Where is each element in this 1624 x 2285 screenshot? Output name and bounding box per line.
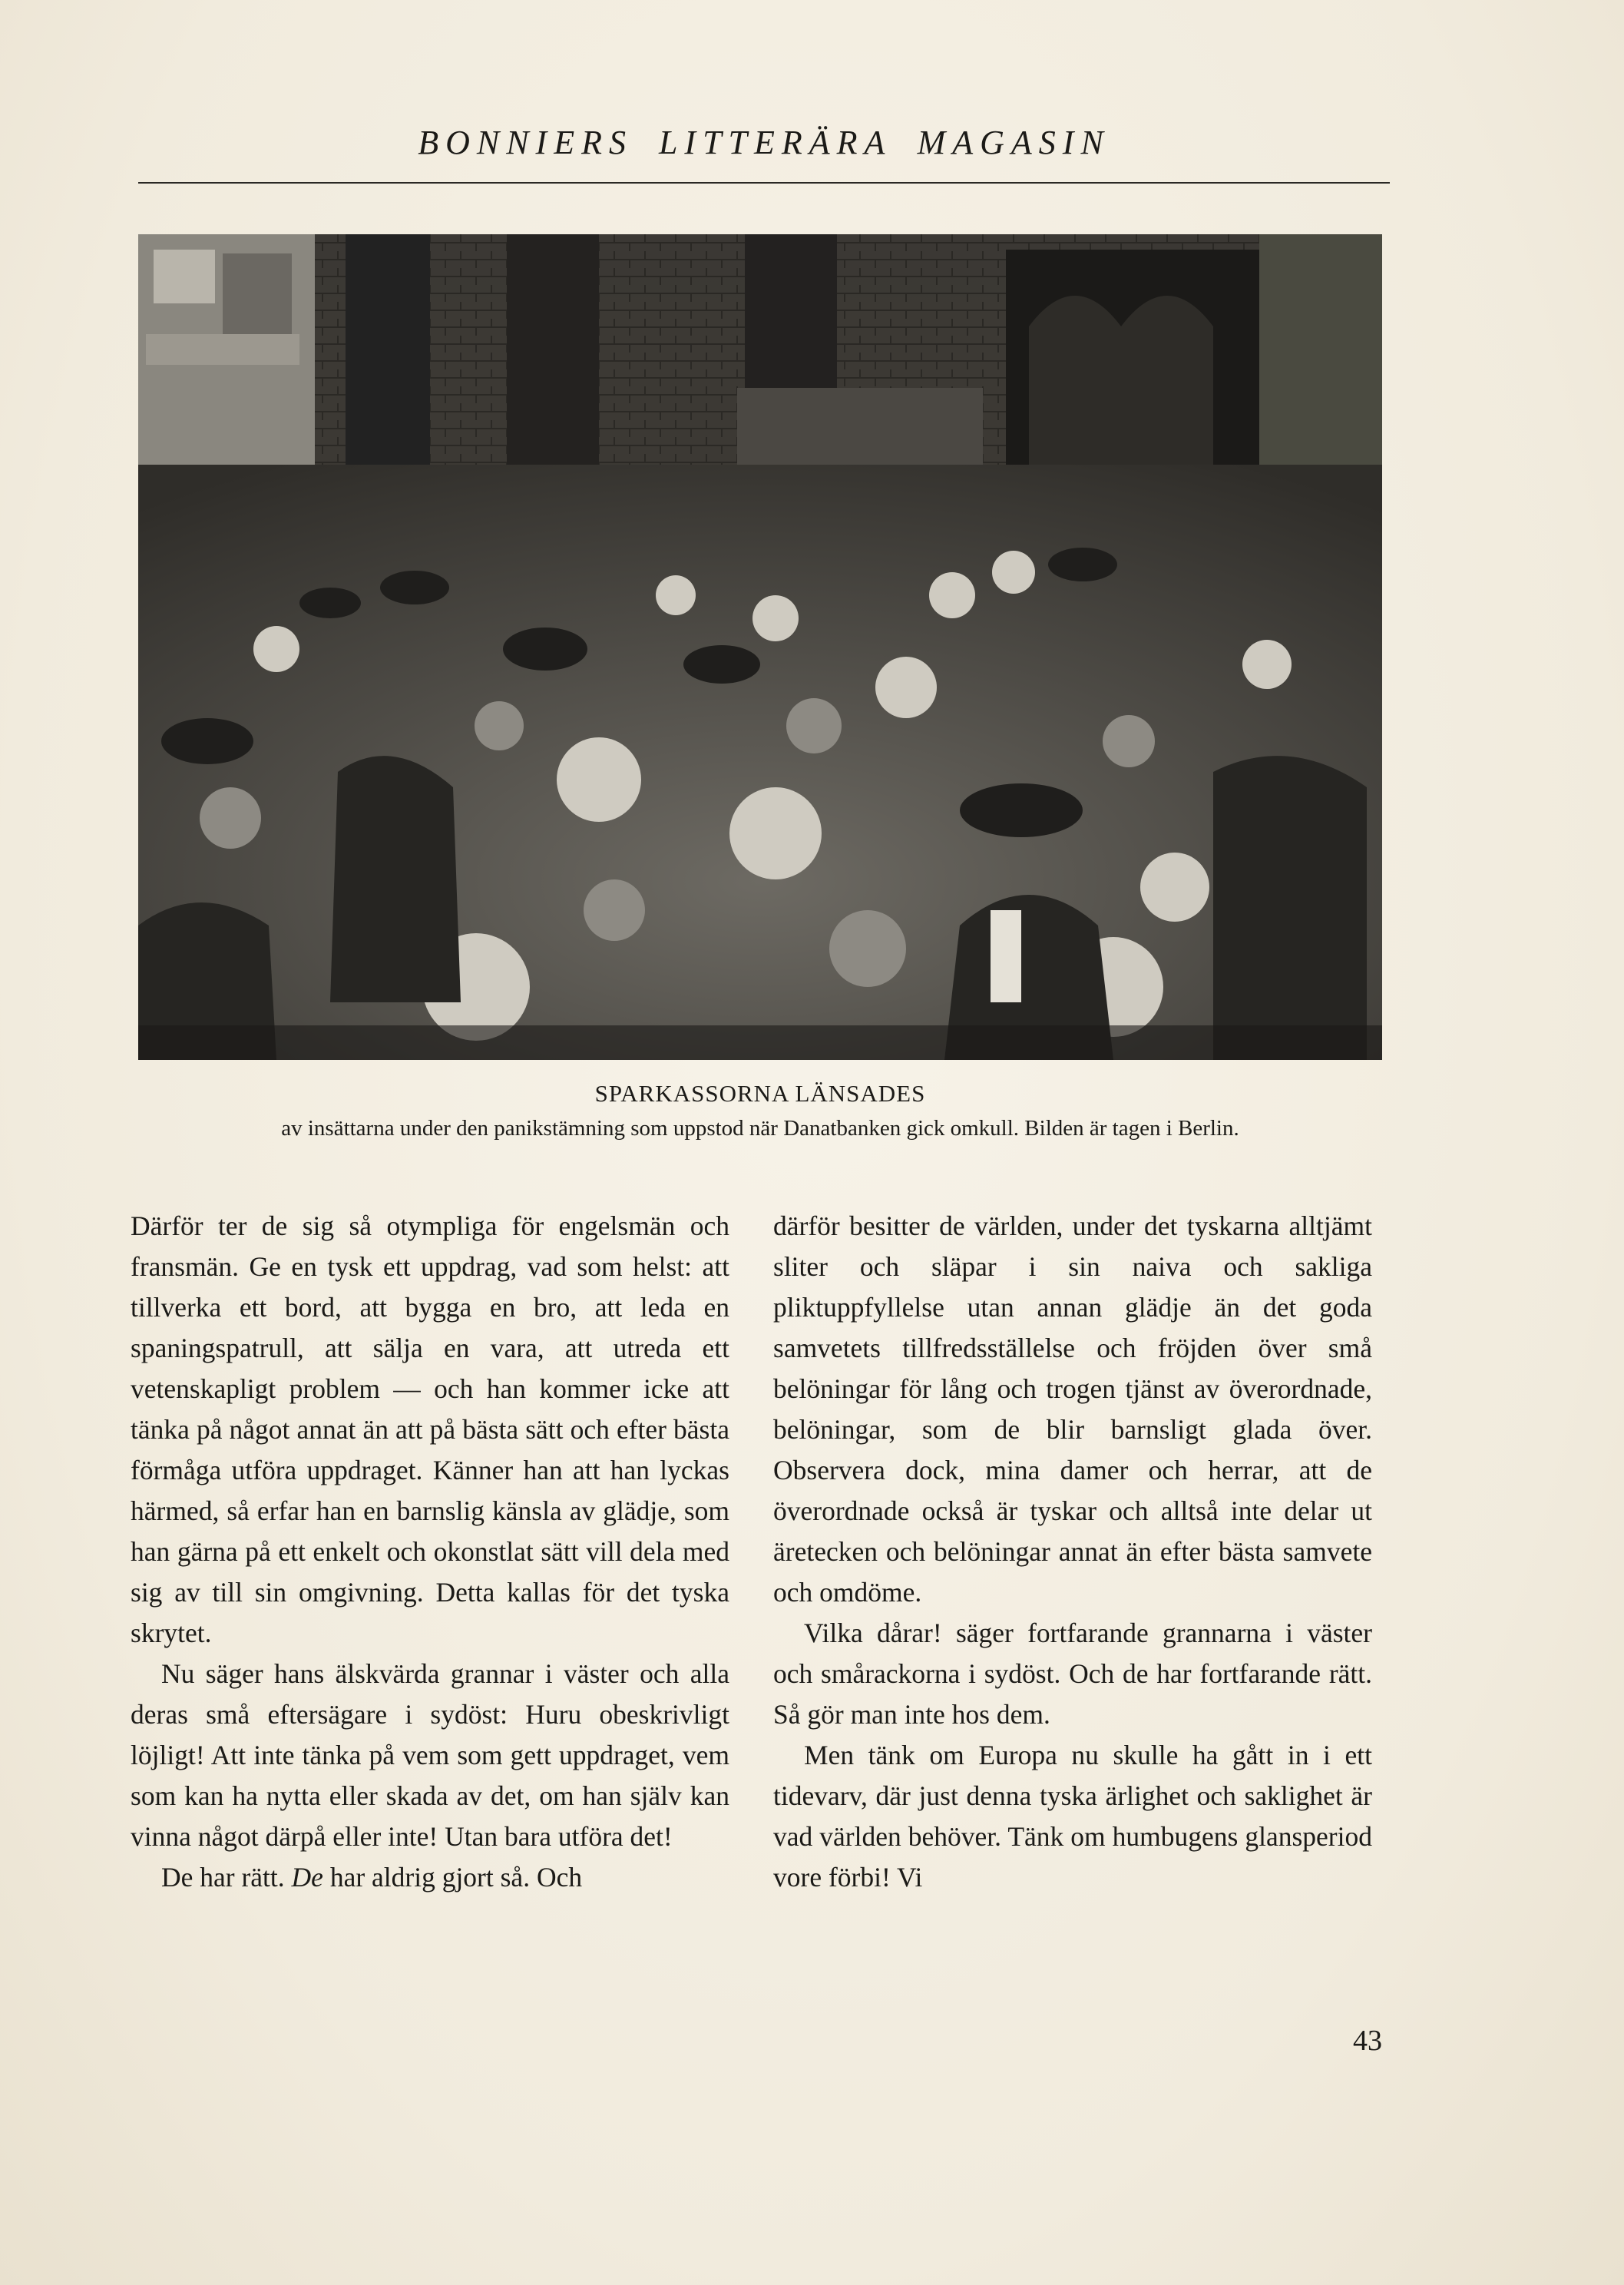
photo-caption-text: av insättarna under den panikstämning som uppstod när Danatbanken gick omkull. Bilden är tagen i Berlin.: [281, 1116, 1239, 1141]
left-paragraph-1: Därför ter de sig så otympliga för engelsmän och fransmän. Ge en tysk ett uppdrag, vad som helst: att tillverka ett bord, att bygga en bro, att leda en spaningspatrull, att sälja en vara, att utreda ett vetenskapligt problem — och han kommer icke att tänka på något annat än att på bästa sätt och efter bästa förmåga utföra uppdraget. Känner han att han lyckas härmed, så erfar han en barnslig känsla av glädje, som han gärna på ett enkelt och okonstlat sätt vill dela med sig av till sin omgivning. Detta kallas för det tyska skrytet.: [131, 1210, 729, 1648]
header-rule: [138, 182, 1390, 184]
magazine-header: BONNIERS LITTERÄRA MAGASIN: [418, 124, 1110, 161]
left-column: [131, 1206, 729, 1898]
right-paragraph-2: Vilka dårar! säger fortfarande grannarna i väster och smårackorna i sydöst. Och de har fortfarande rätt. Så gör man inte hos dem.: [773, 1618, 1372, 1730]
right-column: [773, 1206, 1372, 1898]
crowd-photo-illustration: [138, 234, 1382, 1060]
left-paragraph-3: De har rätt. De har aldrig gjort så. Och: [161, 1862, 583, 1893]
right-paragraph-1: därför besitter de världen, under det tyskarna alltjämt sliter och släpar i sin naiva och sakliga pliktuppfyllelse utan annan glädje än det goda samvetets tillfredsställelse och fröjden över små belöningar för lång och trogen tjänst av överordnade, belöningar, som de blir barnsligt glada över. Observera dock, mina damer och herrar, att de överordnade också är tyskar och alltså inte delar ut äretecken och belöningar annat än efter bästa samvete och omdöme.: [773, 1210, 1372, 1608]
right-paragraph-3: Men tänk om Europa nu skulle ha gått in i ett tidevarv, där just denna tyska ärlighet och saklighet är vad världen behöver. Tänk om humbugens glansperiod vore förbi! Vi: [773, 1740, 1372, 1893]
photo-caption-title: SPARKASSORNA LÄNSADES: [594, 1080, 926, 1107]
page-number: 43: [1353, 2025, 1382, 2057]
crowd-photo: [138, 234, 1382, 1060]
emphasis-de: De: [291, 1862, 323, 1893]
left-paragraph-2: Nu säger hans älskvärda grannar i väster och alla deras små eftersägare i sydöst: Huru obeskrivligt löjligt! Att inte tänka på vem som gett uppdraget, vem som kan ha nytta eller skada av det, om han själv kan vinna något därpå eller inte! Utan bara utföra det!: [131, 1658, 729, 1852]
